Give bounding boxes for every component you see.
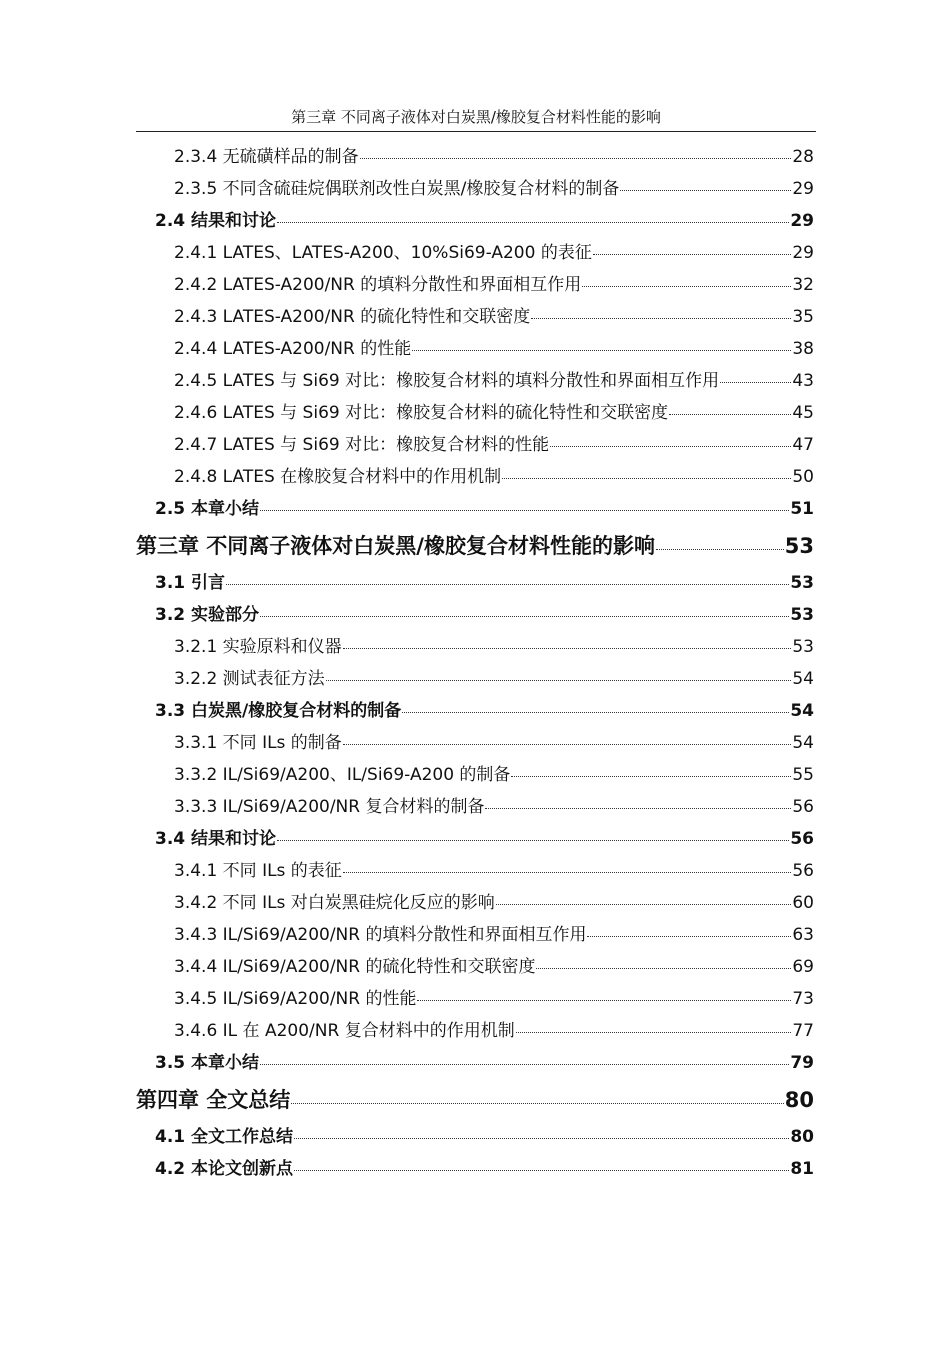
toc-entry[interactable] bbox=[136, 631, 814, 663]
toc-entry[interactable] bbox=[136, 855, 814, 887]
toc-entry-title: 4.1 全文工作总结 bbox=[155, 1127, 294, 1147]
dot-leader bbox=[294, 1138, 789, 1139]
toc-entry-title: 3.4.4 IL/Si69/A200/NR 的硫化特性和交联密度 bbox=[174, 957, 536, 977]
dot-leader bbox=[593, 254, 792, 255]
toc-entry-page-number: 32 bbox=[792, 275, 814, 295]
dot-leader bbox=[669, 414, 791, 415]
toc-entry[interactable] bbox=[136, 141, 814, 173]
toc-entry[interactable] bbox=[136, 759, 814, 791]
dot-leader bbox=[277, 840, 789, 841]
running-header: 第三章 不同离子液体对白炭黑/橡胶复合材料性能的影响 bbox=[291, 108, 661, 126]
toc-entry-title: 3.4.5 IL/Si69/A200/NR 的性能 bbox=[174, 989, 417, 1009]
toc-entry[interactable] bbox=[136, 461, 814, 493]
toc-entry[interactable] bbox=[136, 301, 814, 333]
dot-leader bbox=[343, 744, 792, 745]
toc-entry[interactable] bbox=[136, 951, 814, 983]
toc-entry[interactable] bbox=[136, 205, 814, 237]
toc-entry-page-number: 56 bbox=[792, 861, 814, 881]
dot-leader bbox=[531, 318, 791, 319]
dot-leader bbox=[291, 1103, 783, 1104]
dot-leader bbox=[516, 1032, 792, 1033]
dot-leader bbox=[260, 510, 789, 511]
toc-entry-title: 3.4.1 不同 ILs 的表征 bbox=[174, 861, 342, 881]
toc-entry[interactable] bbox=[136, 887, 814, 919]
toc-entry-title: 2.4.7 LATES 与 Si69 对比：橡胶复合材料的性能 bbox=[174, 435, 550, 455]
toc-entry-title: 3.2.1 实验原料和仪器 bbox=[174, 637, 342, 657]
toc-entry[interactable] bbox=[136, 333, 814, 365]
toc-entry-page-number: 53 bbox=[790, 605, 814, 625]
toc-entry-page-number: 55 bbox=[792, 765, 814, 785]
toc-entry-page-number: 69 bbox=[792, 957, 814, 977]
toc-entry[interactable] bbox=[136, 791, 814, 823]
dot-leader bbox=[582, 286, 791, 287]
dot-leader bbox=[277, 222, 789, 223]
toc-entry[interactable] bbox=[136, 269, 814, 301]
dot-leader bbox=[587, 936, 791, 937]
toc-entry-page-number: 28 bbox=[792, 147, 814, 167]
header-divider bbox=[136, 131, 816, 132]
toc-entry[interactable] bbox=[136, 567, 814, 599]
toc-entry-title: 3.2 实验部分 bbox=[155, 605, 260, 625]
toc-entry-title: 3.4.3 IL/Si69/A200/NR 的填料分散性和界面相互作用 bbox=[174, 925, 587, 945]
toc-entry-title: 2.4 结果和讨论 bbox=[155, 211, 277, 231]
toc-entry-title: 3.2.2 测试表征方法 bbox=[174, 669, 325, 689]
toc-entry[interactable] bbox=[136, 983, 814, 1015]
toc-entry-page-number: 79 bbox=[790, 1053, 814, 1073]
dot-leader bbox=[511, 776, 791, 777]
dot-leader bbox=[656, 549, 784, 550]
toc-entry[interactable] bbox=[136, 1079, 814, 1121]
toc-entry[interactable] bbox=[136, 397, 814, 429]
toc-entry-title: 3.4.6 IL 在 A200/NR 复合材料中的作用机制 bbox=[174, 1021, 515, 1041]
toc-entry-page-number: 54 bbox=[792, 669, 814, 689]
toc-entry-page-number: 29 bbox=[792, 243, 814, 263]
toc-entry-title: 2.3.4 无硫磺样品的制备 bbox=[174, 147, 359, 167]
toc-entry-title: 2.4.5 LATES 与 Si69 对比：橡胶复合材料的填料分散性和界面相互作用 bbox=[174, 371, 720, 391]
toc-entry-page-number: 51 bbox=[790, 499, 814, 519]
toc-entry[interactable] bbox=[136, 919, 814, 951]
toc-entry-page-number: 29 bbox=[790, 211, 814, 231]
dot-leader bbox=[343, 648, 792, 649]
toc-entry-page-number: 77 bbox=[792, 1021, 814, 1041]
toc-entry[interactable] bbox=[136, 493, 814, 525]
toc-entry-page-number: 56 bbox=[790, 829, 814, 849]
dot-leader bbox=[294, 1170, 789, 1171]
toc-entry-title: 2.3.5 不同含硫硅烷偶联剂改性白炭黑/橡胶复合材料的制备 bbox=[174, 179, 620, 199]
toc-entry-page-number: 80 bbox=[784, 1088, 814, 1112]
toc-entry-page-number: 50 bbox=[792, 467, 814, 487]
dot-leader bbox=[343, 872, 792, 873]
toc-entry-page-number: 54 bbox=[790, 701, 814, 721]
toc-entry-title: 3.5 本章小结 bbox=[155, 1053, 260, 1073]
dot-leader bbox=[536, 968, 791, 969]
toc-entry[interactable] bbox=[136, 525, 814, 567]
dot-leader bbox=[620, 190, 791, 191]
toc-entry-title: 3.4 结果和讨论 bbox=[155, 829, 277, 849]
toc-entry-page-number: 43 bbox=[792, 371, 814, 391]
toc-entry-title: 2.4.8 LATES 在橡胶复合材料中的作用机制 bbox=[174, 467, 502, 487]
dot-leader bbox=[502, 478, 791, 479]
toc-entry[interactable] bbox=[136, 695, 814, 727]
toc-entry-title: 3.1 引言 bbox=[155, 573, 226, 593]
dot-leader bbox=[720, 382, 791, 383]
toc-entry-page-number: 60 bbox=[792, 893, 814, 913]
toc-entry[interactable] bbox=[136, 1153, 814, 1185]
dot-leader bbox=[260, 1064, 789, 1065]
toc-entry[interactable] bbox=[136, 599, 814, 631]
toc-entry-title: 2.4.1 LATES、LATES-A200、10%Si69-A200 的表征 bbox=[174, 243, 592, 263]
dot-leader bbox=[485, 808, 791, 809]
toc-entry[interactable] bbox=[136, 429, 814, 461]
toc-entry-page-number: 45 bbox=[792, 403, 814, 423]
toc-entry[interactable] bbox=[136, 727, 814, 759]
toc-entry-page-number: 35 bbox=[792, 307, 814, 327]
toc-entry[interactable] bbox=[136, 663, 814, 695]
toc-entry[interactable] bbox=[136, 173, 814, 205]
toc-entry-page-number: 29 bbox=[792, 179, 814, 199]
dot-leader bbox=[496, 904, 792, 905]
toc-entry-page-number: 63 bbox=[792, 925, 814, 945]
toc-entry-title: 3.3.3 IL/Si69/A200/NR 复合材料的制备 bbox=[174, 797, 485, 817]
toc-entry-title: 2.4.4 LATES-A200/NR 的性能 bbox=[174, 339, 412, 359]
toc-entry-page-number: 54 bbox=[792, 733, 814, 753]
table-of-contents bbox=[136, 141, 814, 1185]
dot-leader bbox=[260, 616, 789, 617]
toc-entry-title: 2.5 本章小结 bbox=[155, 499, 260, 519]
toc-entry-page-number: 81 bbox=[790, 1159, 814, 1179]
toc-entry[interactable] bbox=[136, 1015, 814, 1047]
toc-entry[interactable] bbox=[136, 823, 814, 855]
dot-leader bbox=[226, 584, 789, 585]
dot-leader bbox=[417, 1000, 791, 1001]
toc-entry[interactable] bbox=[136, 1047, 814, 1079]
dot-leader bbox=[326, 680, 792, 681]
toc-entry-title: 3.3.2 IL/Si69/A200、IL/Si69-A200 的制备 bbox=[174, 765, 511, 785]
toc-entry-title: 第三章 不同离子液体对白炭黑/橡胶复合材料性能的影响 bbox=[136, 534, 655, 558]
toc-entry-page-number: 38 bbox=[792, 339, 814, 359]
toc-entry-title: 3.3 白炭黑/橡胶复合材料的制备 bbox=[155, 701, 402, 721]
dot-leader bbox=[412, 350, 791, 351]
toc-entry-title: 2.4.2 LATES-A200/NR 的填料分散性和界面相互作用 bbox=[174, 275, 582, 295]
toc-entry-title: 3.4.2 不同 ILs 对白炭黑硅烷化反应的影响 bbox=[174, 893, 495, 913]
toc-entry[interactable] bbox=[136, 365, 814, 397]
toc-entry-title: 3.3.1 不同 ILs 的制备 bbox=[174, 733, 342, 753]
toc-entry-page-number: 73 bbox=[792, 989, 814, 1009]
toc-entry-title: 第四章 全文总结 bbox=[136, 1088, 291, 1112]
dot-leader bbox=[550, 446, 791, 447]
toc-entry-page-number: 56 bbox=[792, 797, 814, 817]
toc-entry-page-number: 53 bbox=[792, 637, 814, 657]
toc-entry[interactable] bbox=[136, 237, 814, 269]
toc-entry-page-number: 47 bbox=[792, 435, 814, 455]
dot-leader bbox=[402, 712, 789, 713]
toc-entry-page-number: 53 bbox=[784, 534, 814, 558]
toc-entry[interactable] bbox=[136, 1121, 814, 1153]
toc-entry-page-number: 80 bbox=[790, 1127, 814, 1147]
toc-entry-title: 2.4.6 LATES 与 Si69 对比：橡胶复合材料的硫化特性和交联密度 bbox=[174, 403, 669, 423]
toc-entry-title: 2.4.3 LATES-A200/NR 的硫化特性和交联密度 bbox=[174, 307, 531, 327]
toc-entry-title: 4.2 本论文创新点 bbox=[155, 1159, 294, 1179]
toc-entry-page-number: 53 bbox=[790, 573, 814, 593]
dot-leader bbox=[360, 158, 792, 159]
